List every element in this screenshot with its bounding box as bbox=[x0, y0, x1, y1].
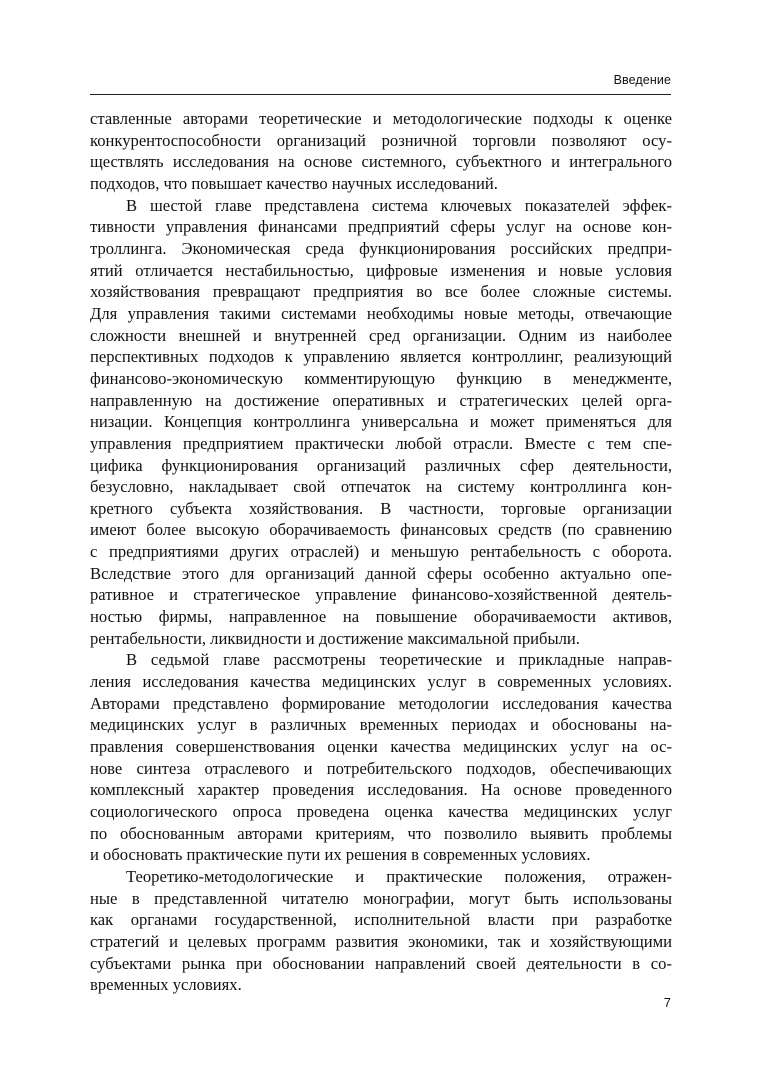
text-line: правления совершенствования оценки качества медицинских услуг на ос- bbox=[90, 737, 672, 757]
text-line: Для управления такими системами необходимы новые методы, отвечающие bbox=[90, 303, 672, 323]
text-line: направленную на достижение оперативных и стратегических целей орга- bbox=[90, 390, 672, 410]
text-line: кретного субъекта хозяйствования. В частности, торговые организации bbox=[90, 498, 672, 518]
text-line: Теоретико-методологические и практические положения, отражен- bbox=[126, 866, 672, 886]
text-line: и обосновать практические пути их решения в современных условиях. bbox=[90, 845, 591, 865]
text-line: управления предприятием практически любой отрасли. Вместе с тем спе- bbox=[90, 433, 672, 453]
body-text bbox=[90, 108, 672, 996]
text-line: подходов, что повышает качество научных исследований. bbox=[90, 173, 498, 193]
text-line: с предприятиями других отраслей) и меньшую рентабельность с оборота. bbox=[90, 542, 672, 562]
text-line: В шестой главе представлена система ключевых показателей эффек- bbox=[126, 195, 672, 215]
text-line: субъектами рынка при обосновании направлений своей деятельности в со- bbox=[90, 953, 672, 973]
text-line: ятий отличается нестабильностью, цифровые изменения и новые условия bbox=[90, 260, 672, 280]
header-rule bbox=[90, 94, 671, 95]
text-line: Вследствие этого для организаций данной сферы особенно актуально опе- bbox=[90, 563, 672, 583]
text-line: ностью фирмы, направленное на повышение оборачиваемости активов, bbox=[90, 607, 672, 627]
text-line: Авторами представлено формирование методологии исследования качества bbox=[90, 693, 672, 713]
text-line: ществлять исследования на основе системного, субъектного и интегрального bbox=[90, 152, 672, 172]
text-line: В седьмой главе рассмотрены теоретические и прикладные направ- bbox=[126, 650, 672, 670]
text-line: стратегий и целевых программ развития экономики, так и хозяйствующими bbox=[90, 931, 672, 951]
text-line: тивности управления финансами предприятий сферы услуг на основе кон- bbox=[90, 217, 672, 237]
text-line: комплексный характер проведения исследования. На основе проведенного bbox=[90, 780, 672, 800]
page-number: 7 bbox=[663, 995, 671, 1010]
text-line: ные в представленной читателю монографии, могут быть использованы bbox=[90, 888, 672, 908]
text-line: цифика функционирования организаций различных сфер деятельности, bbox=[90, 455, 672, 475]
text-line: конкурентоспособности организаций розничной торговли позволяют осу- bbox=[90, 130, 672, 150]
text-line: как органами государственной, исполнительной власти при разработке bbox=[90, 910, 672, 930]
text-line: перспективных подходов к управлению является контроллинг, реализующий bbox=[90, 347, 672, 367]
text-line: безусловно, накладывает свой отпечаток на систему контроллинга кон- bbox=[90, 477, 672, 497]
text-line: рентабельности, ликвидности и достижение максимальной прибыли. bbox=[90, 628, 580, 648]
text-line: социологического опроса проведена оценка качества медицинских услуг bbox=[90, 802, 672, 821]
text-line: троллинга. Экономическая среда функционирования российских предпри- bbox=[90, 238, 672, 258]
text-line: нове синтеза отраслевого и потребительского подходов, обеспечивающих bbox=[90, 758, 672, 778]
text-line: по обоснованным авторами критериям, что позволило выявить проблемы bbox=[90, 823, 672, 843]
text-line: ления исследования качества медицинских услуг в современных условиях. bbox=[90, 672, 672, 692]
text-line: ставленные авторами теоретические и методологические подходы к оценке bbox=[90, 109, 672, 128]
text-line: низации. Концепция контроллинга универсальна и может применяться для bbox=[90, 412, 672, 432]
text-line: хозяйствования превращают предприятия во все более сложные системы. bbox=[90, 282, 672, 302]
text-line: медицинских услуг в различных временных периодах и обоснованы на- bbox=[90, 715, 672, 735]
text-line: имеют более высокую оборачиваемость финансовых средств (по сравнению bbox=[90, 520, 672, 540]
text-line: сложности внешней и внутренней сред организации. Одним из наиболее bbox=[90, 325, 672, 345]
text-line: временных условиях. bbox=[90, 975, 242, 995]
running-head-title: Введение bbox=[613, 73, 671, 87]
text-line: финансово-экономическую комментирующую функцию в менеджменте, bbox=[90, 368, 672, 388]
text-line: ративное и стратегическое управление финансово-хозяйственной деятель- bbox=[90, 585, 672, 605]
